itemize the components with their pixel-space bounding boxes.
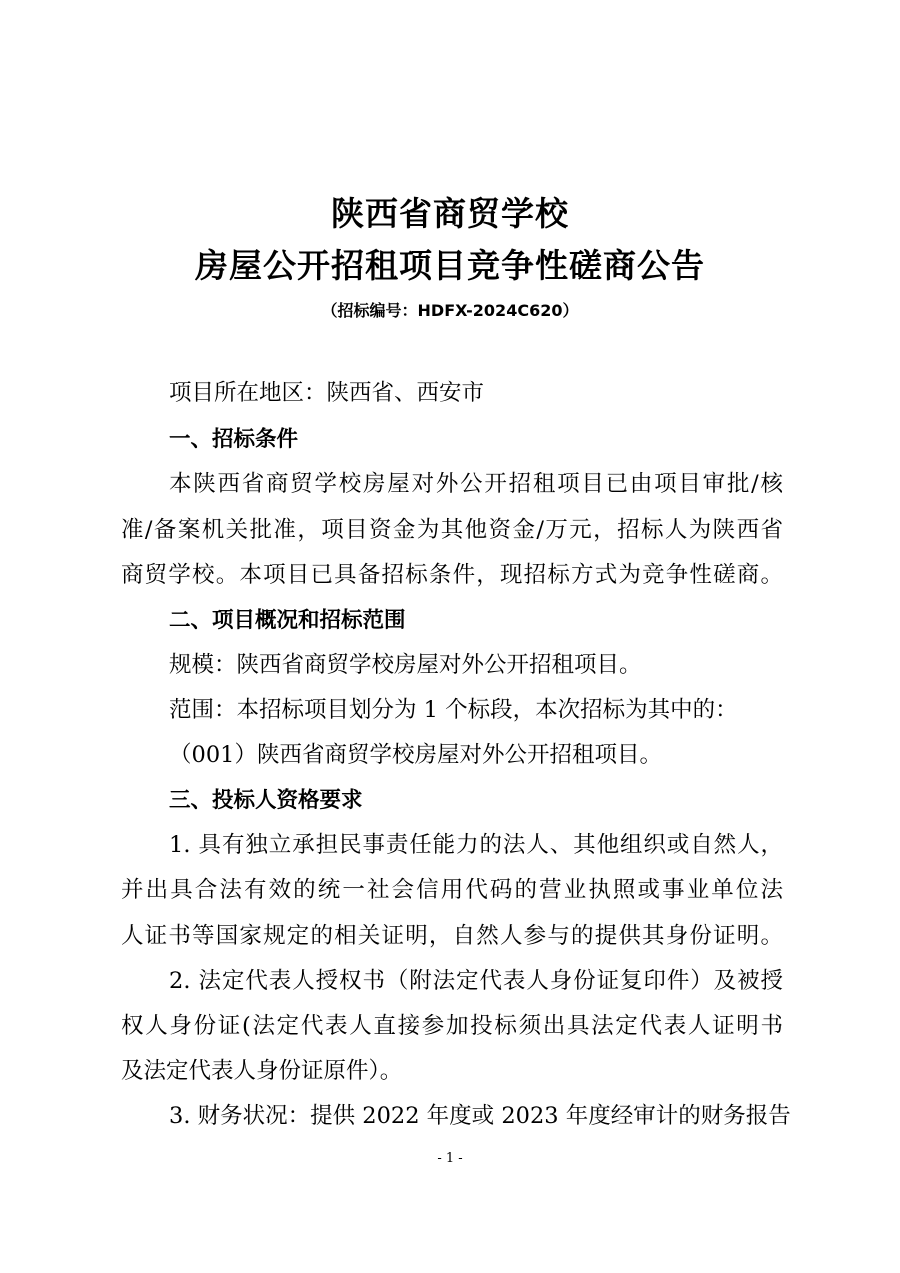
- section1-paragraph-line: 准/备案机关批准，项目资金为其他资金/万元，招标人为陕西省: [121, 517, 783, 543]
- section1-heading: 一、招标条件: [169, 427, 299, 452]
- section3-item1-line: 人证书等国家规定的相关证明，自然人参与的提供其身份证明。: [121, 923, 783, 949]
- section2-scope: 范围：本招标项目划分为 1 个标段，本次招标为其中的：: [169, 697, 738, 723]
- section2-heading: 二、项目概况和招标范围: [169, 608, 406, 633]
- section3-item1-line: 并出具合法有效的统一社会信用代码的营业执照或事业单位法: [121, 877, 783, 903]
- section3-item3-line: 3. 财务状况：提供 2022 年度或 2023 年度经审计的财务报告: [169, 1103, 791, 1129]
- section3-item1-line: 1. 具有独立承担民事责任能力的法人、其他组织或自然人，: [169, 832, 783, 858]
- section1-paragraph-line: 本陕西省商贸学校房屋对外公开招租项目已由项目审批/核: [169, 471, 783, 497]
- section3-item2-line: 权人身份证(法定代表人直接参加投标须出具法定代表人证明书: [121, 1013, 783, 1039]
- section1-paragraph-line: 商贸学校。本项目已具备招标条件，现招标方式为竞争性磋商。: [121, 562, 783, 588]
- section2-lot: （001）陕西省商贸学校房屋对外公开招租项目。: [169, 742, 662, 768]
- section3-item2-line: 2. 法定代表人授权书（附法定代表人身份证复印件）及被授: [169, 968, 783, 994]
- document-title-line2: 房屋公开招租项目竞争性磋商公告: [195, 246, 705, 285]
- section2-scale: 规模：陕西省商贸学校房屋对外公开招租项目。: [169, 652, 642, 678]
- section3-heading: 三、投标人资格要求: [169, 788, 363, 813]
- project-location: 项目所在地区：陕西省、西安市: [169, 380, 485, 406]
- bid-number: （招标编号：HDFX-2024C620）: [321, 301, 579, 320]
- page-number: - 1 -: [437, 1151, 463, 1166]
- section3-item2-line: 及法定代表人身份证原件）。: [121, 1058, 403, 1084]
- document-title-line1: 陕西省商贸学校: [331, 194, 569, 233]
